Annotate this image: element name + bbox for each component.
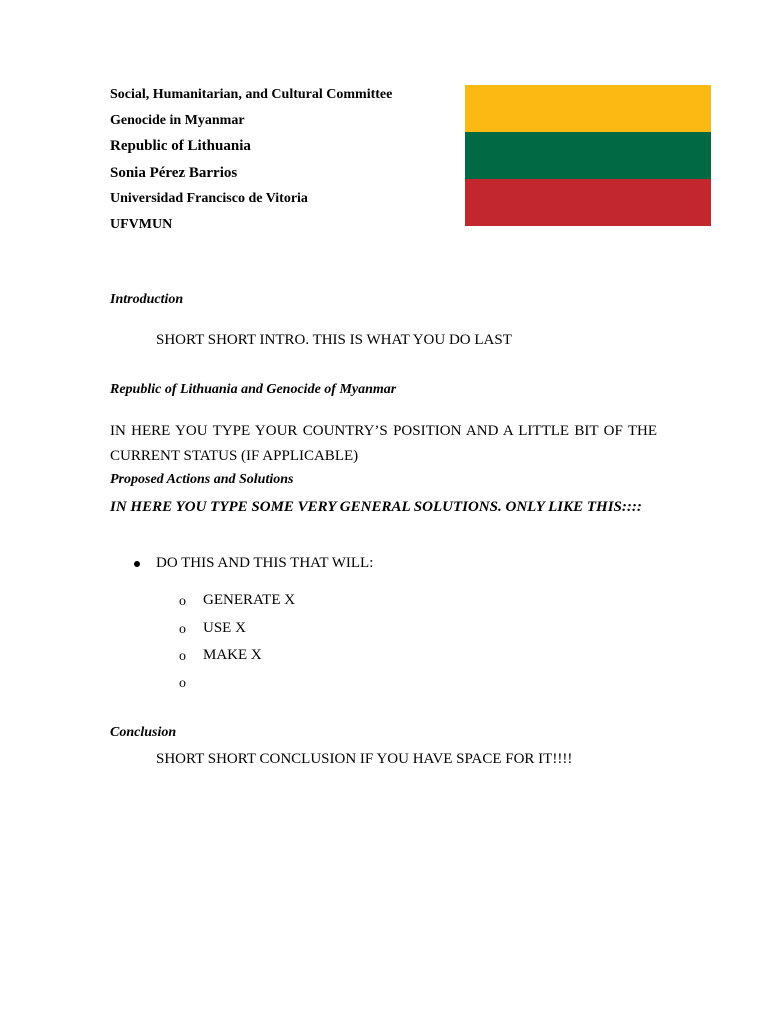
sub-item: USE X	[203, 620, 246, 636]
bullet-dot-icon	[134, 561, 140, 567]
position-text: IN HERE YOU TYPE YOUR COUNTRY’S POSITION AND A LITTLE BIT OF THE CURRENT STATUS (IF APPLICABLE)	[110, 423, 657, 464]
university-name: Universidad Francisco de Vitoria	[110, 191, 308, 206]
sub-bullet-icon: o	[179, 622, 186, 637]
country-name: Republic of Lithuania	[110, 138, 251, 154]
sub-bullet-icon: o	[179, 594, 186, 609]
sub-bullet-icon: o	[179, 676, 186, 691]
sub-item: MAKE X	[203, 647, 262, 663]
solutions-text: IN HERE YOU TYPE SOME VERY GENERAL SOLUTIONS. ONLY LIKE THIS::::	[110, 499, 642, 515]
lithuania-flag-image	[465, 85, 711, 226]
introduction-text: SHORT SHORT INTRO. THIS IS WHAT YOU DO LAST	[156, 332, 512, 348]
conclusion-text: SHORT SHORT CONCLUSION IF YOU HAVE SPACE FOR IT!!!!	[156, 751, 573, 767]
position-heading: Republic of Lithuania and Genocide of Myanmar	[110, 382, 397, 397]
topic-title: Genocide in Myanmar	[110, 113, 245, 128]
solutions-heading: Proposed Actions and Solutions	[110, 472, 294, 487]
committee-name: Social, Humanitarian, and Cultural Committee	[110, 87, 393, 102]
introduction-heading: Introduction	[110, 292, 184, 307]
conclusion-heading: Conclusion	[110, 725, 177, 740]
conference-name: UFVMUN	[110, 217, 173, 232]
delegate-name: Sonia Pérez Barrios	[110, 165, 238, 181]
bullet-item: DO THIS AND THIS THAT WILL:	[156, 555, 374, 571]
sub-item: GENERATE X	[203, 592, 296, 608]
flag-stripe-red	[465, 179, 711, 226]
flag-stripe-green	[465, 132, 711, 179]
sub-bullet-icon: o	[179, 649, 186, 664]
flag-stripe-yellow	[465, 85, 711, 132]
